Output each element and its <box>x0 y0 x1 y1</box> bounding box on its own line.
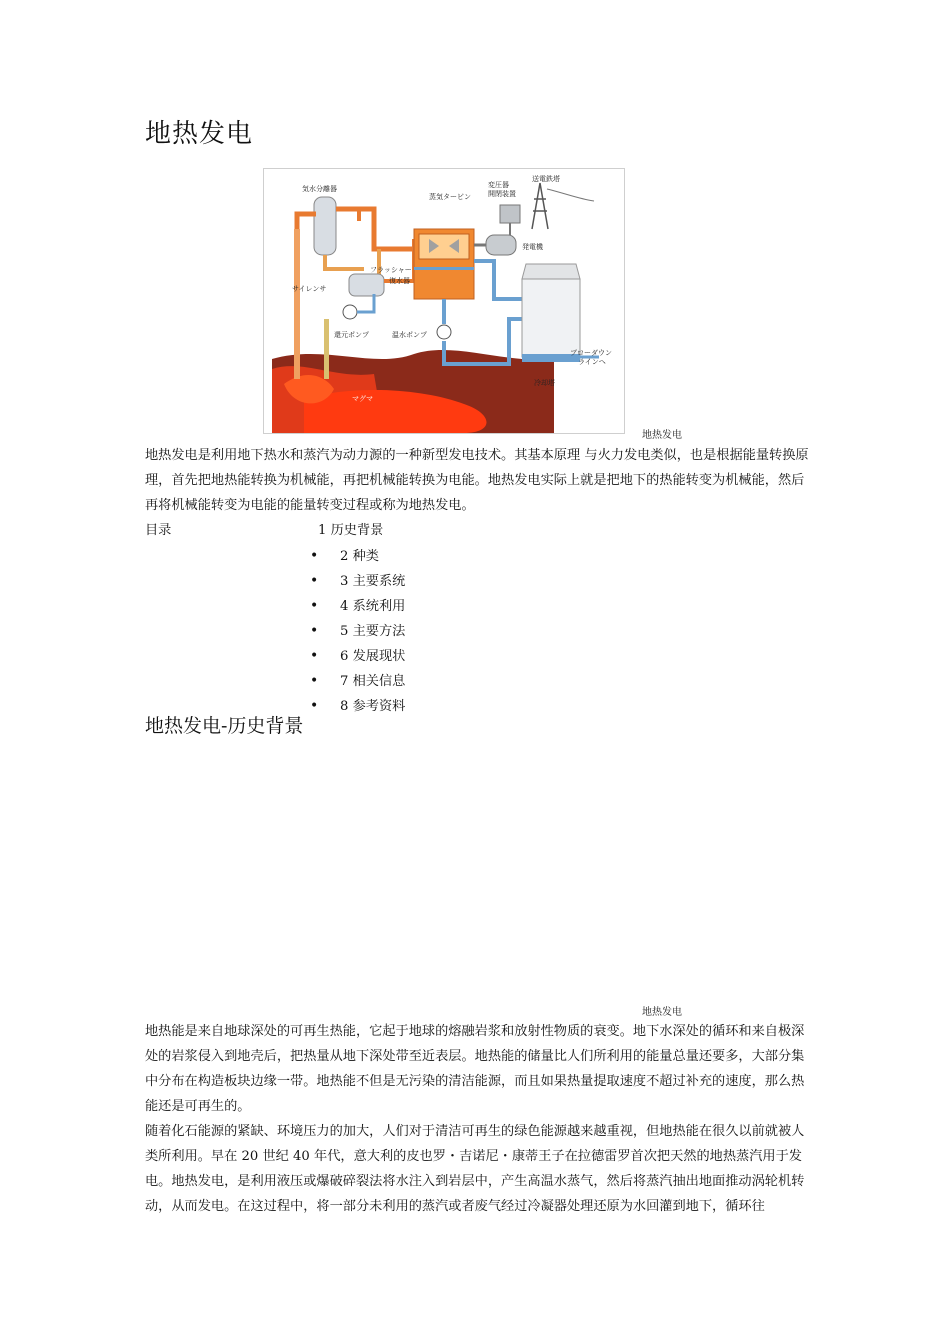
toc-list <box>310 544 405 719</box>
intro-paragraph: 地热发电是利用地下热水和蒸汽为动力源的一种新型发电技术。其基本原理 与火力发电类似，也是根据能量转换原理，首先把地热能转换为机械能，再把机械能转换为电能。地热发电实际上就是把地下的热能转变为机械能，然后再将机械能转变为电能的能量转变过程或称为地热发电。 <box>145 448 809 513</box>
turbine-body <box>419 234 469 259</box>
toc-item-1[interactable]: 1 历史背景 <box>318 523 384 538</box>
page-title: 地热发电 <box>145 119 254 149</box>
steam-pipe-2 <box>336 209 414 249</box>
figure-caption: 地热发电 <box>642 430 682 441</box>
generator-unit <box>486 235 516 255</box>
label-flasher: フラッシャー <box>370 266 412 274</box>
bullet-icon: • <box>310 598 319 614</box>
bullet-icon: • <box>310 673 319 689</box>
svg-text:ラインへ: ラインへ <box>578 358 606 366</box>
section-title: 地热发电-历史背景 <box>145 715 304 737</box>
history-paragraph-1: 地热能是来自地球深处的可再生热能，它起于地球的熔融岩浆和放射性物质的衰变。地下水深处的循环和来自极深处的岩浆侵入到地壳后，把热量从地下深处带至近表层。地热能的储量比人们所利用的能量总量还要多，大部分集中分布在构造板块边缘一带。地热能不但是无污染的清洁能源，而且如果热量提取速度不超过补充的速度，那么热能还是可再生的。 <box>145 1024 805 1114</box>
history-paragraph-2: 随着化石能源的紧缺、环境压力的加大，人们对于清洁可再生的绿色能源越来越重视，但地热能在很久以前就被人类所利用。早在 20 世纪 40 年代，意大利的皮也罗・吉诺尼・康蒂王子在拉德雷罗首次把天然的地热蒸汽用于发电。地热发电，是利用液压或爆破碎裂法将水注入到岩层中，产生高温水蒸气，然后将蒸汽抽出地面推动涡轮机转动，从而发电。在这过程中，将一部分未利用的蒸汽或者废气经过冷凝器处理还原为水回灌到地下，循环往 <box>145 1124 805 1214</box>
label-blowdown: ブローダウン <box>570 349 612 357</box>
reinjection-pump <box>343 305 357 319</box>
label-hotwater-pump: 温水ポンプ <box>392 331 427 339</box>
figure-caption-2: 地热发电 <box>642 1007 682 1018</box>
svg-text:開閉装置: 開閉装置 <box>488 190 516 198</box>
label-turbine: 蒸気タービン <box>429 193 471 201</box>
toc-item[interactable]: • 3 主要系统 <box>310 569 405 594</box>
hot-water-pump <box>437 325 451 339</box>
flasher-vessel <box>349 274 384 296</box>
bullet-icon: • <box>310 698 319 714</box>
toc-item[interactable]: • 2 种类 <box>310 544 405 569</box>
reinjection-well <box>324 319 329 379</box>
toc-item[interactable]: • 8 参考资料 <box>310 694 405 719</box>
separator-vessel <box>314 197 336 255</box>
label-generator: 発電機 <box>522 243 543 251</box>
label-transformer: 変圧器 <box>488 181 509 189</box>
label-cooling-tower: 冷却塔 <box>534 379 555 387</box>
transmission-tower <box>532 183 548 229</box>
label-separator: 気水分離器 <box>302 185 337 193</box>
steam-pipe-1 <box>297 214 316 229</box>
toc-item[interactable]: • 7 相关信息 <box>310 669 405 694</box>
transformer-box <box>500 205 520 223</box>
label-condenser: 復水器 <box>389 277 410 285</box>
bullet-icon: • <box>310 548 319 564</box>
label-reinjection-pump: 還元ポンプ <box>334 331 369 339</box>
bullet-icon: • <box>310 623 319 639</box>
geothermal-diagram-svg <box>264 169 624 433</box>
geothermal-diagram <box>263 168 625 434</box>
cooling-tower <box>522 279 580 357</box>
label-silencer: サイレンサ <box>292 285 327 293</box>
production-well <box>294 229 300 379</box>
label-magma: マグマ <box>352 395 373 403</box>
label-tower: 送電鉄塔 <box>532 175 560 183</box>
toc-label: 目录 <box>145 523 172 538</box>
bullet-icon: • <box>310 648 319 664</box>
bullet-icon: • <box>310 573 319 589</box>
toc-item[interactable]: • 6 发展现状 <box>310 644 405 669</box>
toc-item[interactable]: • 5 主要方法 <box>310 619 405 644</box>
toc-item[interactable]: • 4 系统利用 <box>310 594 405 619</box>
steam-pipe-3 <box>325 255 364 269</box>
